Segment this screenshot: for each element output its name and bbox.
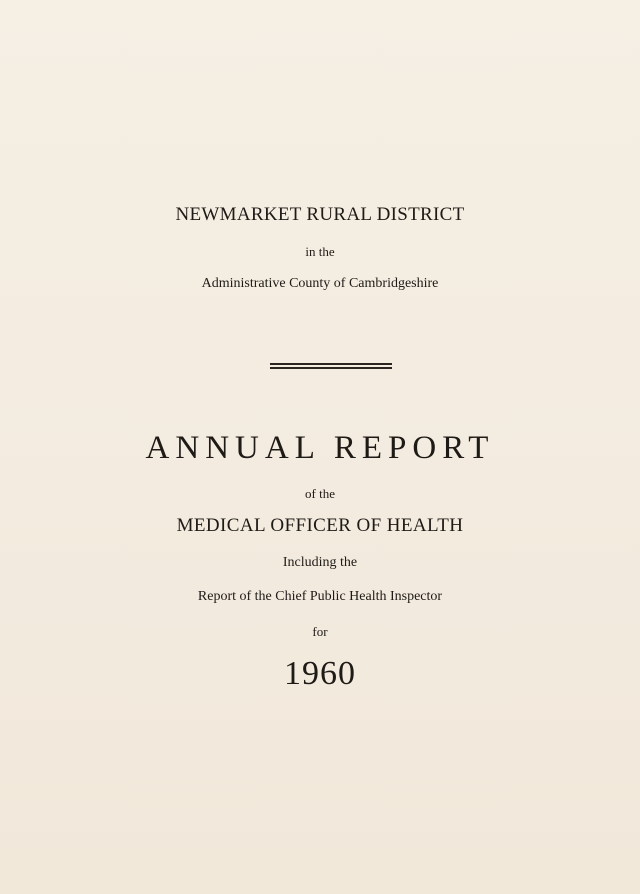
of-the-text: of the bbox=[305, 486, 335, 501]
double-rule-divider bbox=[270, 363, 392, 369]
including-text: Including the bbox=[282, 555, 358, 570]
district-heading: NEWMARKET RURAL DISTRICT bbox=[175, 204, 465, 225]
report-title: ANNUAL REPORT bbox=[145, 430, 495, 466]
report-year: 1960 bbox=[284, 655, 356, 692]
inspector-report-text: Report of the Chief Public Health Inspector bbox=[197, 589, 443, 604]
officer-heading: MEDICAL OFFICER OF HEALTH bbox=[176, 515, 464, 536]
in-the-text: in the bbox=[305, 244, 335, 259]
for-text: for bbox=[312, 624, 328, 639]
county-text: Administrative County of Cambridgeshire bbox=[201, 276, 439, 291]
